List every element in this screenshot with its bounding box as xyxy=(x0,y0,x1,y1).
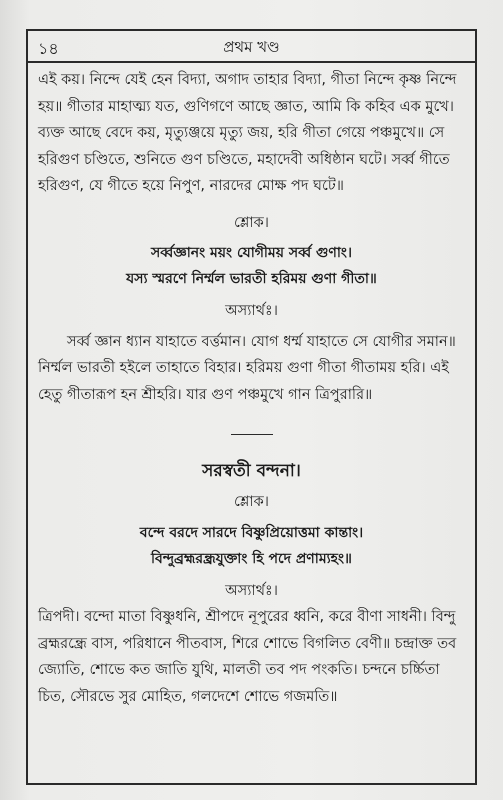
meaning-heading: অস্যার্থঃ। xyxy=(225,303,278,319)
sloka-verse-2 xyxy=(38,520,465,572)
meaning-heading-2: অস্যার্থঃ। xyxy=(225,582,278,599)
intro-paragraph: এই কয়। নিন্দে যেই হেন বিদ্যা, অগাদ তাহার বিদ্যা, গীতা নিন্দে কৃষ্ণ নিন্দে হয়॥ গীতার মাহাত্ম্য যত, গুণিগণে আছে জ্ঞাত, আমি কি কহিব এক মুখে। ব্যক্ত আছে বেদে কয়, মৃত্যুঞ্জয়ে মৃত্যু জয়, হরি গীতা গেয়ে পঞ্চমুখে॥ সে হরিগুণ চণ্ডিতে, শুনিতে গুণ চণ্ডিতে, মহাদেবী অধিষ্ঠান ঘটে। সর্ব্ব গীতে হরিগুণ, যে গীতে হয়ে নিপুণ, নারদের মোক্ষ পদ ঘটে॥ xyxy=(38,72,457,194)
meaning-paragraph: সর্ব্ব জ্ঞান ধ্যান যাহাতে বর্ত্তমান। যোগ ধর্ম্ম যাহাতে সে যোগীর সমান॥ নির্ম্মল ভারতী হইলে তাহাতে বিহার। হরিময় গুণা গীতা গীতাময় হরি। এই হেতু গীতারূপ হন শ্রীহরি। যার গুণ পঞ্চমুখে গান ত্রিপুরারি॥ xyxy=(38,333,456,403)
sloka-verse xyxy=(38,240,465,292)
meaning-paragraph-2: ত্রিপদী। বন্দো মাতা বিষ্ণুধনি, শ্রীপদে নূপুরের ধ্বনি, করে বীণা সাধনী। বিন্দু ব্রহ্মরন্ধ্রে বাস, পরিধানে পীতবাস, শিরে শোভে বিগলিত বেণী॥ চন্দ্রাক্ত তব জ্যোতি, শোভে কত জাতি যুথি, মালতী তব পদ পংকতি। চন্দনে চর্চ্চিতা চিত, সৌরভে সুর মোহিত, গলদেশে শোভে গজমতি॥ xyxy=(38,609,457,705)
sloka2-line-2: বিন্দুব্রহ্মরন্ধ্রযুক্তাং হি পদে প্রণাম্যহং॥ xyxy=(151,550,352,567)
sloka-heading-2: শ্লোক। xyxy=(234,494,269,510)
sloka-line-1: সর্ব্বজ্ঞানং ময়ং যোগীময় সর্ব্ব গুণাং। xyxy=(151,245,352,261)
section-divider xyxy=(231,434,273,435)
page-number: ১৪ xyxy=(38,39,59,58)
sloka2-line-1: বন্দে বরদে সারদে বিষ্ণুপ্রিয়োত্তমা কান্তাং। xyxy=(139,524,364,541)
page-body xyxy=(38,67,465,710)
sloka-line-2: যস্য স্মরণে নির্ম্মল ভারতী হরিময় গুণা গীতা॥ xyxy=(126,271,377,287)
sloka-heading: শ্লোক। xyxy=(234,214,269,231)
section-title: সরস্বতী বন্দনা। xyxy=(202,461,301,481)
page-header xyxy=(28,31,475,63)
page-border xyxy=(26,29,477,785)
running-title: প্রথম খণ্ড xyxy=(223,38,280,56)
